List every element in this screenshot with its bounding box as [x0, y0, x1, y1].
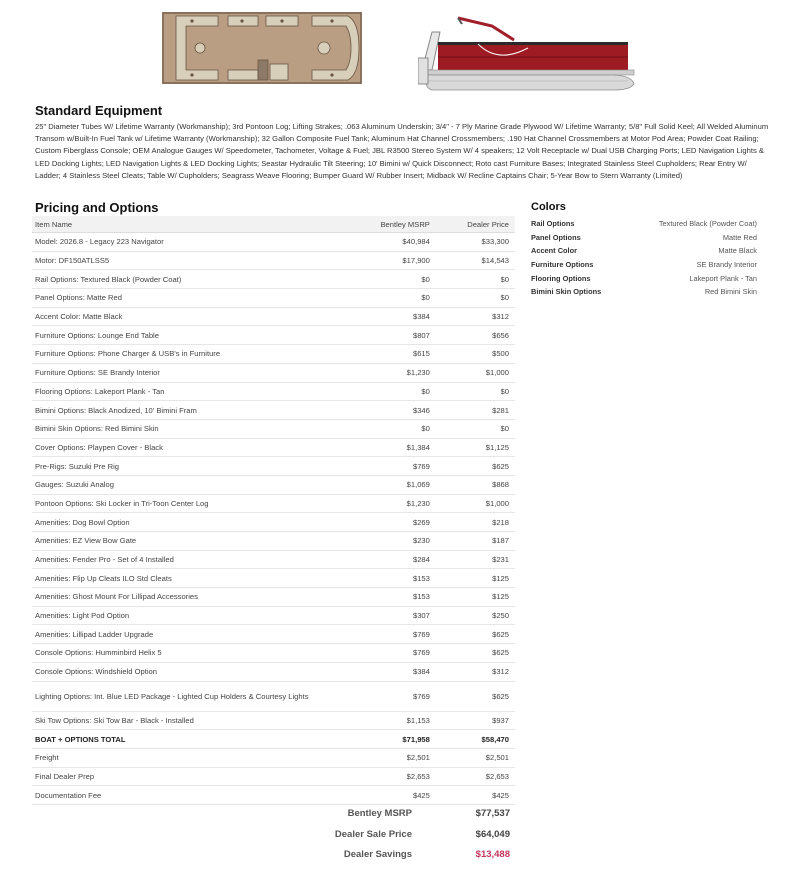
dealer-price-cell: $14,543	[436, 251, 515, 270]
summary-dealer-sale-price	[260, 825, 510, 846]
dealer-price-cell: $231	[436, 550, 515, 569]
pricing-row	[32, 711, 515, 730]
item-name-cell: BOAT + OPTIONS TOTAL	[32, 730, 322, 749]
item-name-cell: Pontoon Options: Ski Locker in Tri-Toon Center Log	[32, 494, 322, 513]
item-name-cell: Documentation Fee	[32, 786, 322, 805]
msrp-cell: $0	[322, 382, 436, 401]
pricing-row	[32, 289, 515, 308]
msrp-cell: $153	[322, 588, 436, 607]
dealer-price-cell: $656	[436, 326, 515, 345]
pricing-row	[32, 513, 515, 532]
msrp-cell: $769	[322, 457, 436, 476]
pricing-title: Pricing and Options	[35, 200, 159, 215]
standard-equipment-text: 25" Diameter Tubes W/ Lifetime Warranty (Workmanship); 3rd Pontoon Log; Lifting Strakes; .063 Aluminum Underskin; 3/4" - 7 Ply Marine Grade Plywood W/ Lifetime Warranty; 5/8" Full Solid Keel; All Welded Aluminum Transom w/Built-In Fuel Tank w/ Lifetime Warranty (Workmanship); 32 Gallon Composite Fuel Tank; Aluminum Hat Channel Crossmembers; .190 Hat Channel Crossmembers at Motor Pod Area; Powder Coat Railing; Custom Fiberglass Console; OEM Analogue Gauges W/ Speedometer, Tachometer, Voltage & Fuel; JBL R3500 Stereo System W/ 4 speakers; 12 Volt Receptacle w/ Dual USB Charging Ports; LED Navigation Lights & LED Docking Lights; LED Navigation Lights & LED Docking Lights; Seastar Hydraulic Tilt Steering; 10' Bimini w/ Quick Disconnect; Roto cast Furniture Bases; Integrated Stainless Steel Cupholders; Rear Entry W/ Ladder; 4 Stainless Steel Cleats; Table W/ Cupholders; Seagrass Weave Flooring; Bumper Guard W/ Rubber Insert; Midback W/ Recline Captains Chair; 5-Year Bow to Stern Warranty (Limited)	[35, 122, 769, 180]
colors-list	[531, 217, 757, 299]
color-row	[531, 231, 757, 245]
msrp-cell: $0	[322, 270, 436, 289]
color-key: Accent Color	[531, 246, 577, 256]
item-name-cell: Cover Options: Playpen Cover - Black	[32, 438, 322, 457]
color-value: Matte Red	[722, 232, 757, 242]
pricing-row	[32, 326, 515, 345]
dealer-price-cell: $250	[436, 606, 515, 625]
summary-savings-value: $13,488	[475, 849, 510, 860]
summary-label: Bentley MSRP	[347, 808, 412, 819]
pricing-row	[32, 767, 515, 786]
dealer-price-cell: $625	[436, 644, 515, 663]
dealer-price-cell: $281	[436, 401, 515, 420]
item-name-cell: Amenities: Dog Bowl Option	[32, 513, 322, 532]
item-name-cell: Accent Color: Matte Black	[32, 307, 322, 326]
item-name-cell: Final Dealer Prep	[32, 767, 322, 786]
pricing-row	[32, 748, 515, 767]
dealer-price-cell: $625	[436, 457, 515, 476]
color-value: Textured Black (Powder Coat)	[658, 219, 757, 228]
header-item-name: Item Name	[32, 216, 322, 233]
dealer-price-cell: $312	[436, 662, 515, 681]
dealer-price-cell: $218	[436, 513, 515, 532]
header-dealer-price: Dealer Price	[436, 216, 515, 233]
dealer-price-cell: $937	[436, 711, 515, 730]
pricing-row	[32, 494, 515, 513]
color-row	[531, 244, 757, 258]
pricing-row	[32, 662, 515, 681]
summary-label: Dealer Sale Price	[334, 828, 412, 840]
dealer-price-cell: $125	[436, 588, 515, 607]
pricing-row	[32, 345, 515, 364]
floorplan-image	[162, 12, 362, 84]
pricing-row	[32, 569, 515, 588]
dealer-price-cell: $0	[436, 289, 515, 308]
color-row	[531, 272, 757, 286]
msrp-cell: $2,653	[322, 767, 436, 786]
color-key: Bimini Skin Options	[531, 287, 602, 297]
dealer-price-cell: $625	[436, 625, 515, 644]
pricing-row	[32, 644, 515, 663]
pricing-header-row	[32, 216, 515, 233]
item-name-cell: Furniture Options: Phone Charger & USB's in Furniture	[32, 345, 322, 364]
pricing-table	[32, 216, 515, 805]
item-name-cell: Flooring Options: Lakeport Plank - Tan	[32, 382, 322, 401]
item-name-cell: Amenities: Ghost Mount For Lillipad Accessories	[32, 588, 322, 607]
pricing-row	[32, 307, 515, 326]
dealer-price-cell: $1,000	[436, 494, 515, 513]
color-row	[531, 285, 757, 299]
dealer-price-cell: $625	[436, 681, 515, 711]
pricing-row	[32, 251, 515, 270]
dealer-price-cell: $0	[436, 270, 515, 289]
pricing-row	[32, 419, 515, 438]
msrp-cell: $230	[322, 532, 436, 551]
pricing-row	[32, 681, 515, 711]
pricing-row	[32, 606, 515, 625]
item-name-cell: Console Options: Windshield Option	[32, 662, 322, 681]
color-row	[531, 217, 757, 231]
dealer-price-cell: $312	[436, 307, 515, 326]
item-name-cell: Freight	[32, 748, 322, 767]
color-key: Furniture Options	[531, 260, 594, 270]
msrp-cell: $1,069	[322, 475, 436, 494]
boat-images	[0, 0, 800, 100]
item-name-cell: Ski Tow Options: Ski Tow Bar - Black - Installed	[32, 711, 322, 730]
msrp-cell: $307	[322, 606, 436, 625]
color-value: Matte Black	[718, 246, 757, 256]
item-name-cell: Amenities: Flip Up Cleats ILO Std Cleats	[32, 569, 322, 588]
dealer-price-cell: $1,000	[436, 363, 515, 382]
boat-side-image	[418, 14, 636, 92]
item-name-cell: Rail Options: Textured Black (Powder Coat)	[32, 270, 322, 289]
color-value: SE Brandy Interior	[696, 260, 757, 270]
msrp-cell: $384	[322, 662, 436, 681]
summary-value: $77,537	[475, 808, 510, 819]
pricing-row	[32, 382, 515, 401]
pricing-row	[32, 270, 515, 289]
item-name-cell: Pre-Rigs: Suzuki Pre Rig	[32, 457, 322, 476]
dealer-price-cell: $1,125	[436, 438, 515, 457]
pricing-row	[32, 532, 515, 551]
msrp-cell: $40,984	[322, 233, 436, 252]
pricing-row	[32, 401, 515, 420]
standard-equipment-title: Standard Equipment	[35, 103, 163, 118]
item-name-cell: Amenities: Light Pod Option	[32, 606, 322, 625]
msrp-cell: $1,230	[322, 494, 436, 513]
dealer-price-cell: $33,300	[436, 233, 515, 252]
msrp-cell: $17,900	[322, 251, 436, 270]
msrp-cell: $1,230	[322, 363, 436, 382]
dealer-price-cell: $0	[436, 382, 515, 401]
msrp-cell: $0	[322, 289, 436, 308]
msrp-cell: $425	[322, 786, 436, 805]
dealer-price-cell: $187	[436, 532, 515, 551]
summary-label: Dealer Savings	[343, 849, 412, 860]
item-name-cell: Amenities: EZ View Bow Gate	[32, 532, 322, 551]
item-name-cell: Model: 2026.8 - Legacy 223 Navigator	[32, 233, 322, 252]
item-name-cell: Furniture Options: Lounge End Table	[32, 326, 322, 345]
color-key: Rail Options	[531, 219, 575, 228]
msrp-cell: $769	[322, 625, 436, 644]
color-value: Lakeport Plank - Tan	[689, 273, 757, 283]
msrp-cell: $384	[322, 307, 436, 326]
item-name-cell: Furniture Options: SE Brandy Interior	[32, 363, 322, 382]
dealer-price-cell: $868	[436, 475, 515, 494]
pricing-row	[32, 730, 515, 749]
item-name-cell: Motor: DF150ATLSS5	[32, 251, 322, 270]
msrp-cell: $269	[322, 513, 436, 532]
summary-msrp	[260, 804, 510, 825]
pricing-row	[32, 625, 515, 644]
item-name-cell: Amenities: Lillipad Ladder Upgrade	[32, 625, 322, 644]
item-name-cell: Console Options: Humminbird Helix 5	[32, 644, 322, 663]
msrp-cell: $769	[322, 644, 436, 663]
item-name-cell: Amenities: Fender Pro - Set of 4 Installed	[32, 550, 322, 569]
item-name-cell: Gauges: Suzuki Analog	[32, 475, 322, 494]
summary-value: $64,049	[475, 828, 510, 840]
msrp-cell: $284	[322, 550, 436, 569]
dealer-price-cell: $58,470	[436, 730, 515, 749]
msrp-cell: $807	[322, 326, 436, 345]
msrp-cell: $0	[322, 419, 436, 438]
msrp-cell: $615	[322, 345, 436, 364]
colors-title: Colors	[531, 201, 566, 213]
dealer-price-cell: $2,501	[436, 748, 515, 767]
pricing-row	[32, 233, 515, 252]
price-summary	[260, 804, 510, 866]
pricing-row	[32, 475, 515, 494]
item-name-cell: Panel Options: Matte Red	[32, 289, 322, 308]
color-value: Red Bimini Skin	[704, 287, 757, 297]
msrp-cell: $71,958	[322, 730, 436, 749]
pricing-row	[32, 438, 515, 457]
item-name-cell: Bimini Skin Options: Red Bimini Skin	[32, 419, 322, 438]
dealer-price-cell: $2,653	[436, 767, 515, 786]
color-key: Flooring Options	[531, 273, 591, 283]
item-name-cell: Lighting Options: Int. Blue LED Package - Lighted Cup Holders & Courtesy Lights	[32, 681, 322, 711]
summary-dealer-savings	[260, 845, 510, 866]
dealer-price-cell: $0	[436, 419, 515, 438]
color-key: Panel Options	[531, 232, 581, 242]
pricing-row	[32, 550, 515, 569]
dealer-price-cell: $125	[436, 569, 515, 588]
pricing-row	[32, 588, 515, 607]
msrp-cell: $2,501	[322, 748, 436, 767]
msrp-cell: $1,153	[322, 711, 436, 730]
item-name-cell: Bimini Options: Black Anodized, 10' Bimini Fram	[32, 401, 322, 420]
msrp-cell: $1,384	[322, 438, 436, 457]
msrp-cell: $769	[322, 681, 436, 711]
msrp-cell: $346	[322, 401, 436, 420]
pricing-row	[32, 457, 515, 476]
msrp-cell: $153	[322, 569, 436, 588]
pricing-row	[32, 363, 515, 382]
header-msrp: Bentley MSRP	[322, 216, 436, 233]
dealer-price-cell: $500	[436, 345, 515, 364]
dealer-price-cell: $425	[436, 786, 515, 805]
color-row	[531, 258, 757, 272]
pricing-row	[32, 786, 515, 805]
